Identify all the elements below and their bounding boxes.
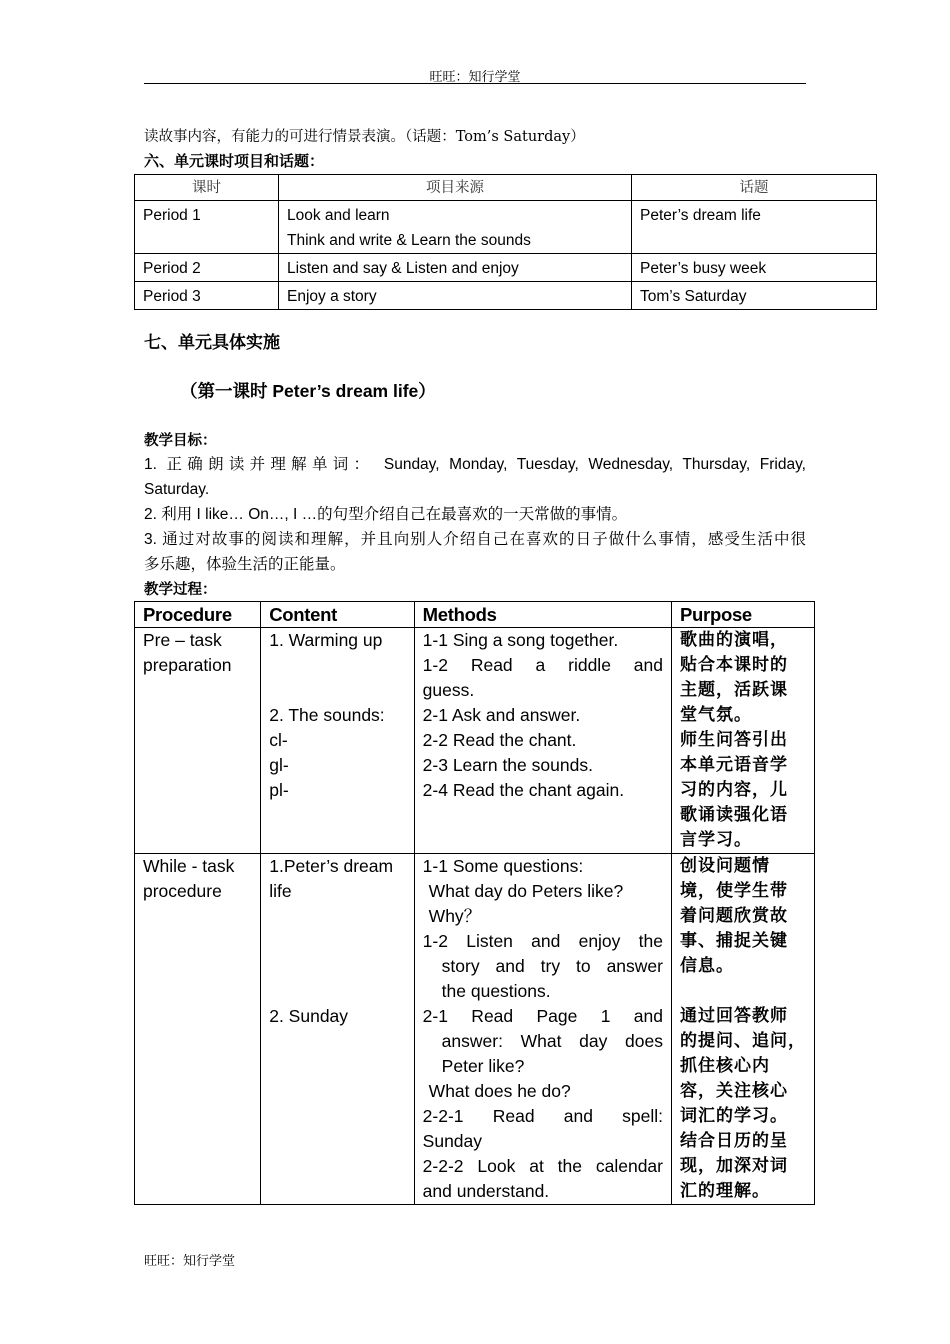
text-line	[680, 979, 806, 1004]
text-line: 本单元语音学	[680, 755, 788, 775]
text-line: 2-1 Read Page 1 and	[422, 1006, 663, 1026]
text-line: 堂气氛。	[680, 705, 752, 725]
procedure-header: Procedure	[135, 602, 261, 628]
text-line: 言学习。	[680, 830, 752, 850]
text-line: 着问题欣赏故	[680, 906, 788, 926]
methods-header: Methods	[414, 602, 671, 628]
table-row	[135, 254, 877, 282]
period-table-header	[135, 175, 877, 201]
procedure-cell	[135, 854, 261, 1205]
content-header: Content	[261, 602, 414, 628]
text-line: life	[269, 881, 292, 901]
methods-cell	[414, 628, 671, 854]
text-line: and understand.	[422, 1181, 550, 1201]
text-line: 结合日历的呈	[680, 1131, 788, 1151]
text-line: 1-2 Read a riddle and	[422, 655, 663, 675]
text-line: 信息。	[680, 956, 734, 976]
text-line: What does he do?	[428, 1081, 571, 1101]
text-line: guess.	[422, 680, 475, 700]
text-line: 1-2 Listen and enjoy the	[422, 931, 663, 951]
text-line	[269, 954, 405, 979]
goal-1a: 1. 正确朗读并理解单词： Sunday, Monday, Tuesday, Wednesday, Thursday, Friday,	[144, 456, 806, 473]
text-line: procedure	[143, 881, 222, 901]
text-line: While - task	[143, 856, 235, 876]
text-line: 1-1 Sing a song together.	[422, 630, 619, 650]
text-line: Sunday	[422, 1131, 483, 1151]
table-row	[135, 282, 877, 310]
period-cell: Period 2	[135, 254, 279, 282]
text-line: pl-	[269, 780, 289, 800]
text-line: 歌曲的演唱，	[680, 630, 788, 650]
text-line: 2-4 Read the chant again.	[422, 780, 625, 800]
purpose-cell	[672, 854, 815, 1205]
text-line: 创设问题情	[680, 856, 770, 876]
text-line: Why？	[428, 906, 482, 926]
topic-cell: Peter’s dream life	[632, 201, 877, 254]
col-source-header: 项目来源	[279, 175, 632, 201]
source-line: Think and write & Learn the sounds	[287, 232, 531, 249]
text-line	[269, 979, 405, 1004]
text-line: Pre – task	[143, 630, 222, 650]
text-line: Peter like?	[441, 1056, 525, 1076]
text-line: 事、捕捉关键	[680, 931, 788, 951]
col-period-header: 课时	[135, 175, 279, 201]
text-line: answer: What day does	[441, 1031, 663, 1051]
period-cell: Period 1	[135, 201, 279, 254]
page-header: 旺旺：知行学堂	[429, 70, 521, 85]
procedure-cell	[135, 628, 261, 854]
lesson-title: （第一课时 Peter’s dream life）	[180, 381, 436, 401]
text-line: 现，加深对词	[680, 1156, 788, 1176]
text-line: 2-1 Ask and answer.	[422, 705, 581, 725]
text-line: 容，关注核心	[680, 1081, 788, 1101]
text-line: 贴合本课时的	[680, 655, 788, 675]
source-cell: Enjoy a story	[279, 282, 632, 310]
methods-cell	[414, 854, 671, 1205]
text-line: What day do Peters like?	[428, 881, 624, 901]
text-line: 2-2-2 Look at the calendar	[422, 1156, 663, 1176]
text-line: 师生问答引出	[680, 730, 788, 750]
text-line: 2-3 Learn the sounds.	[422, 755, 593, 775]
text-line: 通过回答教师	[680, 1006, 788, 1026]
content-cell	[261, 628, 414, 854]
text-line: 2-2-1 Read and spell:	[422, 1106, 663, 1126]
header-rule	[144, 83, 806, 84]
purpose-header: Purpose	[672, 602, 815, 628]
text-line: 抓住核心内	[680, 1056, 770, 1076]
text-line: 词汇的学习。	[680, 1106, 788, 1126]
text-line: 汇的理解。	[680, 1181, 770, 1201]
text-line	[269, 904, 405, 929]
topic-cell: Peter’s busy week	[632, 254, 877, 282]
text-line: 2. Sunday	[269, 1006, 349, 1026]
text-line: 1-1 Some questions:	[422, 856, 584, 876]
process-table	[134, 601, 815, 1205]
section7-title: 七、单元具体实施	[144, 333, 280, 353]
text-line: story and try to answer	[441, 956, 663, 976]
goal-3b: 多乐趣，体验生活的正能量。	[144, 556, 346, 573]
text-line: 2-2 Read the chant.	[422, 730, 577, 750]
text-line: 2. The sounds:	[269, 705, 385, 725]
source-cell	[279, 201, 632, 254]
process-table-header	[135, 602, 815, 628]
text-line	[269, 678, 405, 703]
process-label: 教学过程：	[144, 581, 217, 598]
text-line: 的提问、追问，	[680, 1031, 806, 1051]
col-topic-header: 话题	[632, 175, 877, 201]
text-line	[269, 653, 405, 678]
goal-1b: Saturday.	[144, 481, 210, 498]
text-line: 境，使学生带	[680, 881, 788, 901]
text-line: 主题，活跃课	[680, 680, 788, 700]
table-row	[135, 854, 815, 1205]
goal-2: 2. 利用 I like… On…, I …的句型介绍自己在最喜欢的一天常做的事情。	[144, 506, 628, 523]
text-line: 1.Peter’s dream	[269, 856, 394, 876]
table-row	[135, 628, 815, 854]
period-table	[134, 174, 877, 310]
purpose-cell	[672, 628, 815, 854]
goals-block	[144, 452, 806, 577]
text-line: preparation	[143, 655, 232, 675]
table-row	[135, 201, 877, 254]
text-line: 歌诵读强化语	[680, 805, 788, 825]
goal-3a: 3. 通过对故事的阅读和理解，并且向别人介绍自己在喜欢的日子做什么事情，感受生活中很	[144, 531, 806, 548]
section6-title: 六、单元课时项目和话题：	[144, 152, 325, 170]
text-line	[269, 929, 405, 954]
source-line: Look and learn	[287, 207, 390, 224]
source-cell: Listen and say & Listen and enjoy	[279, 254, 632, 282]
text-line: 习的内容，儿	[680, 780, 788, 800]
page-footer: 旺旺：知行学堂	[144, 1254, 236, 1269]
text-line: 1. Warming up	[269, 630, 383, 650]
text-line: the questions.	[441, 981, 551, 1001]
topic-cell: Tom’s Saturday	[632, 282, 877, 310]
goals-label: 教学目标：	[144, 432, 217, 449]
content-cell	[261, 854, 414, 1205]
text-line: gl-	[269, 755, 289, 775]
intro-line	[144, 124, 585, 150]
intro-text: 读故事内容，有能力的可进行情景表演。（话题：Tom’s Saturday）	[144, 129, 585, 145]
period-cell: Period 3	[135, 282, 279, 310]
text-line: cl-	[269, 730, 288, 750]
